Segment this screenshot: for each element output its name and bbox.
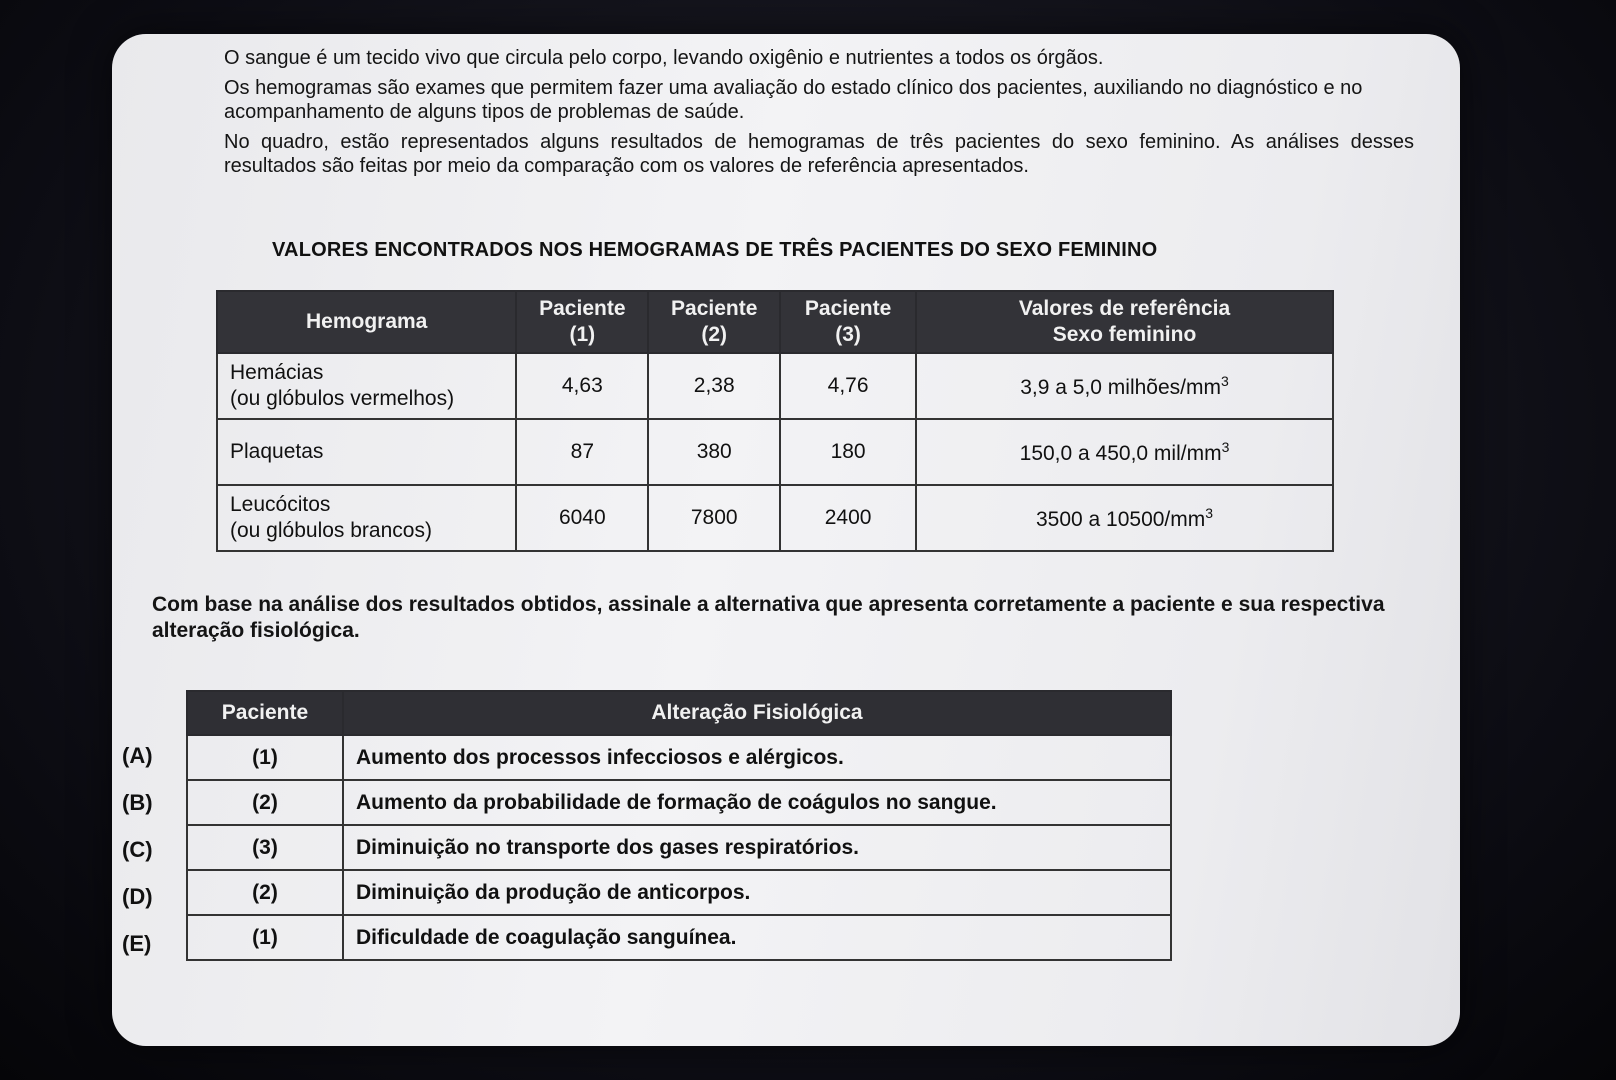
option-row-d[interactable]: [187, 870, 1171, 915]
table-row: [217, 419, 1333, 485]
header-physiological-change: Alteração Fisiológica: [343, 691, 1171, 735]
value-cell: 7800: [648, 485, 780, 551]
value-cell: 380: [648, 419, 780, 485]
value-cell: 2400: [780, 485, 916, 551]
value-cell: 6040: [516, 485, 648, 551]
row-label: Hemácias (ou glóbulos vermelhos): [217, 353, 516, 419]
option-text: Dificuldade de coagulação sanguínea.: [343, 915, 1171, 960]
option-row-b[interactable]: [187, 780, 1171, 825]
reference-cell: 3500 a $10500/mm^3$: [916, 485, 1333, 551]
header-patient-2: Paciente (2): [648, 291, 780, 353]
header-hemograma: Hemograma: [217, 291, 516, 353]
table-row: [217, 485, 1333, 551]
intro-paragraph-3: No quadro, estão representados alguns resultados de hemogramas de três pacientes do sexo feminino. As análises desses resultados são feitas por meio da comparação com os valores de referência apresentados.: [224, 131, 1414, 177]
option-text: Diminuição no transporte dos gases respiratórios.: [343, 825, 1171, 870]
value-cell: 2,38: [648, 353, 780, 419]
hemogram-table: [216, 290, 1334, 552]
value-cell: 180: [780, 419, 916, 485]
option-patient: (1): [187, 915, 343, 960]
intro-paragraph-2: Os hemogramas são exames que permitem fazer uma avaliação do estado clínico dos pacientes, auxiliando no diagnóstico e no acompanhamento de alguns tipos de problemas de saúde.: [224, 77, 1363, 123]
option-row-e[interactable]: [187, 915, 1171, 960]
option-letter-b[interactable]: (B): [122, 790, 153, 815]
header-reference: Valores de referência Sexo feminino: [916, 291, 1333, 353]
option-letter-c[interactable]: (C): [122, 837, 153, 862]
row-label: Plaquetas: [217, 419, 516, 485]
intro-paragraph-1: O sangue é um tecido vivo que circula pelo corpo, levando oxigênio e nutrientes a todos os órgãos.: [224, 47, 1104, 69]
option-text: Diminuição da produção de anticorpos.: [343, 870, 1171, 915]
option-letter-d[interactable]: (D): [122, 884, 153, 909]
option-patient: (2): [187, 870, 343, 915]
intro-text: [224, 46, 1414, 184]
value-cell: 87: [516, 419, 648, 485]
exam-sheet: [112, 34, 1460, 1046]
reference-cell: 150,0 a 450,0 mil/$mm^3$: [916, 419, 1333, 485]
reference-cell: 3,9 a 5,0 milhões/$mm^3$: [916, 353, 1333, 419]
alternatives-table: [186, 690, 1172, 961]
header-patient-1: Paciente (1): [516, 291, 648, 353]
hemogram-header-row: [217, 291, 1333, 353]
option-letter-e[interactable]: (E): [122, 931, 152, 956]
option-letters: [122, 690, 182, 967]
header-patient: Paciente: [187, 691, 343, 735]
table-title: VALORES ENCONTRADOS NOS HEMOGRAMAS DE TRÊS PACIENTES DO SEXO FEMININO: [272, 239, 1158, 261]
option-text: Aumento da probabilidade de formação de coágulos no sangue.: [343, 780, 1171, 825]
option-row-c[interactable]: [187, 825, 1171, 870]
row-label: Leucócitos (ou glóbulos brancos): [217, 485, 516, 551]
alternatives-header-row: [187, 691, 1171, 735]
question-text: Com base na análise dos resultados obtidos, assinale a alternativa que apresenta corretamente a paciente e sua respectiva alteração fisiológica.: [152, 593, 1385, 642]
option-letter-a[interactable]: (A): [122, 743, 153, 768]
option-patient: (1): [187, 735, 343, 780]
header-patient-3: Paciente (3): [780, 291, 916, 353]
option-row-a[interactable]: [187, 735, 1171, 780]
option-text: Aumento dos processos infecciosos e alérgicos.: [343, 735, 1171, 780]
value-cell: 4,76: [780, 353, 916, 419]
option-patient: (3): [187, 825, 343, 870]
table-row: [217, 353, 1333, 419]
value-cell: 4,63: [516, 353, 648, 419]
option-patient: (2): [187, 780, 343, 825]
